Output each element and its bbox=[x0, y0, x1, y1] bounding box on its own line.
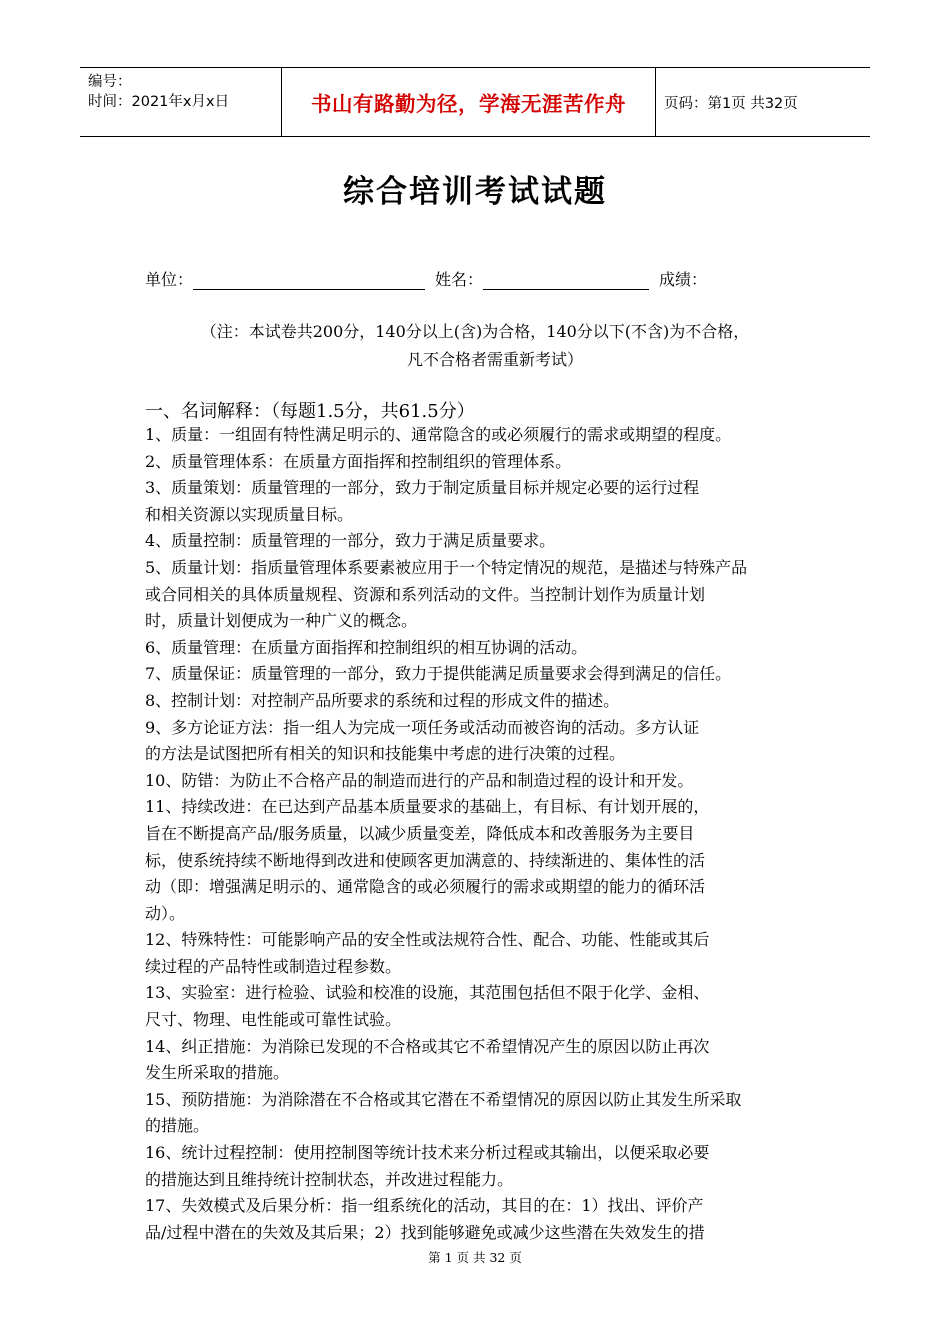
text-line: 6、质量管理：在质量方面指挥和控制组织的相互协调的活动。 bbox=[145, 637, 588, 657]
text-line: 发生所采取的措施。 bbox=[145, 1063, 290, 1083]
note-line-2: 凡不合格者需重新考试） bbox=[406, 350, 583, 369]
page-header bbox=[80, 67, 870, 137]
info-fields bbox=[145, 267, 707, 290]
unit-field[interactable] bbox=[193, 269, 425, 290]
name-label: 姓名： bbox=[435, 270, 484, 289]
text-line: 17、失效模式及后果分析：指一组系统化的活动，其目的在：1）找出、评价产 bbox=[145, 1196, 704, 1216]
text-line: 的措施达到且维持统计控制状态，并改进过程能力。 bbox=[145, 1169, 514, 1189]
text-line: 11、持续改进：在已达到产品基本质量要求的基础上，有目标、有计划开展的， bbox=[145, 797, 710, 817]
text-line: 9、多方论证方法：指一组人为完成一项任务或活动而被咨询的活动。多方认证 bbox=[145, 717, 700, 737]
header-motto-cell bbox=[282, 68, 656, 136]
text-line: 或合同相关的具体质量规程、资源和系列活动的文件。当控制计划作为质量计划 bbox=[145, 584, 706, 604]
text-line: 时，质量计划便成为一种广义的概念。 bbox=[145, 611, 418, 631]
text-line: 16、统计过程控制：使用控制图等统计技术来分析过程或其输出，以便采取必要 bbox=[145, 1143, 710, 1163]
text-line: 14、纠正措施：为消除已发现的不合格或其它不希望情况产生的原因以防止再次 bbox=[145, 1036, 710, 1056]
time-label: 时间：2021年x月x日 bbox=[88, 94, 230, 110]
text-line: 2、质量管理体系：在质量方面指挥和控制组织的管理体系。 bbox=[145, 451, 572, 471]
text-line: 品/过程中潜在的失效及其后果；2）找到能够避免或减少这些潜在失效发生的措 bbox=[145, 1222, 705, 1242]
section-heading: 一、名词解释：（每题1.5分，共61.5分） bbox=[145, 401, 475, 422]
text-line: 动（即：增强满足明示的、通常隐含的或必须履行的需求或期望的能力的循环活 bbox=[145, 877, 706, 897]
text-line: 13、实验室：进行检验、试验和校准的设施，其范围包括但不限于化学、金相、 bbox=[145, 983, 710, 1003]
text-line: 标，使系统持续不断地得到改进和使顾客更加满意的、持续渐进的、集体性的活 bbox=[145, 850, 706, 870]
text-line: 动）。 bbox=[145, 903, 186, 923]
text-line: 8、控制计划：对控制产品所要求的系统和过程的形成文件的描述。 bbox=[145, 690, 620, 710]
text-line: 10、防错：为防止不合格产品的制造而进行的产品和制造过程的设计和开发。 bbox=[145, 770, 694, 790]
header-motto: 书山有路勤为径，学海无涯苦作舟 bbox=[311, 92, 626, 116]
page-footer: 第 1 页 共 32 页 bbox=[428, 1250, 522, 1265]
unit-label: 单位： bbox=[145, 270, 194, 289]
header-meta bbox=[80, 68, 282, 136]
text-line: 旨在不断提高产品/服务质量，以减少质量变差，降低成本和改善服务为主要目 bbox=[145, 823, 695, 843]
exam-title: 综合培训考试试题 bbox=[343, 174, 607, 210]
header-page-code bbox=[656, 68, 870, 136]
text-line: 5、质量计划：指质量管理体系要素被应用于一个特定情况的规范，是描述与特殊产品 bbox=[145, 557, 748, 577]
name-field[interactable] bbox=[483, 269, 649, 290]
text-line: 1、质量：一组固有特性满足明示的、通常隐含的或必须履行的需求或期望的程度。 bbox=[145, 425, 732, 444]
text-line: 尺寸、物理、电性能或可靠性试验。 bbox=[145, 1010, 402, 1030]
text-line: 3、质量策划：质量管理的一部分，致力于制定质量目标并规定必要的运行过程 bbox=[145, 478, 700, 498]
number-label: 编号： bbox=[88, 74, 132, 90]
text-line: 7、质量保证：质量管理的一部分，致力于提供能满足质量要求会得到满足的信任。 bbox=[145, 664, 732, 684]
text-line: 和相关资源以实现质量目标。 bbox=[145, 504, 354, 524]
exam-note bbox=[0, 318, 950, 374]
note-line-1: （注：本试卷共200分，140分以上(含)为合格，140分以下(不含)为不合格， bbox=[200, 322, 750, 341]
definitions-body bbox=[145, 422, 880, 1246]
text-line: 12、特殊特性：可能影响产品的安全性或法规符合性、配合、功能、性能或其后 bbox=[145, 930, 710, 950]
score-label: 成绩： bbox=[659, 270, 708, 289]
text-line: 的措施。 bbox=[145, 1116, 210, 1136]
text-line: 的方法是试图把所有相关的知识和技能集中考虑的进行决策的过程。 bbox=[145, 744, 626, 764]
text-line: 续过程的产品特性或制造过程参数。 bbox=[145, 956, 402, 976]
page-code: 页码：第1页 共32页 bbox=[664, 95, 798, 112]
text-line: 4、质量控制：质量管理的一部分，致力于满足质量要求。 bbox=[145, 531, 556, 551]
text-line: 15、预防措施：为消除潜在不合格或其它潜在不希望情况的原因以防止其发生所采取 bbox=[145, 1089, 742, 1109]
